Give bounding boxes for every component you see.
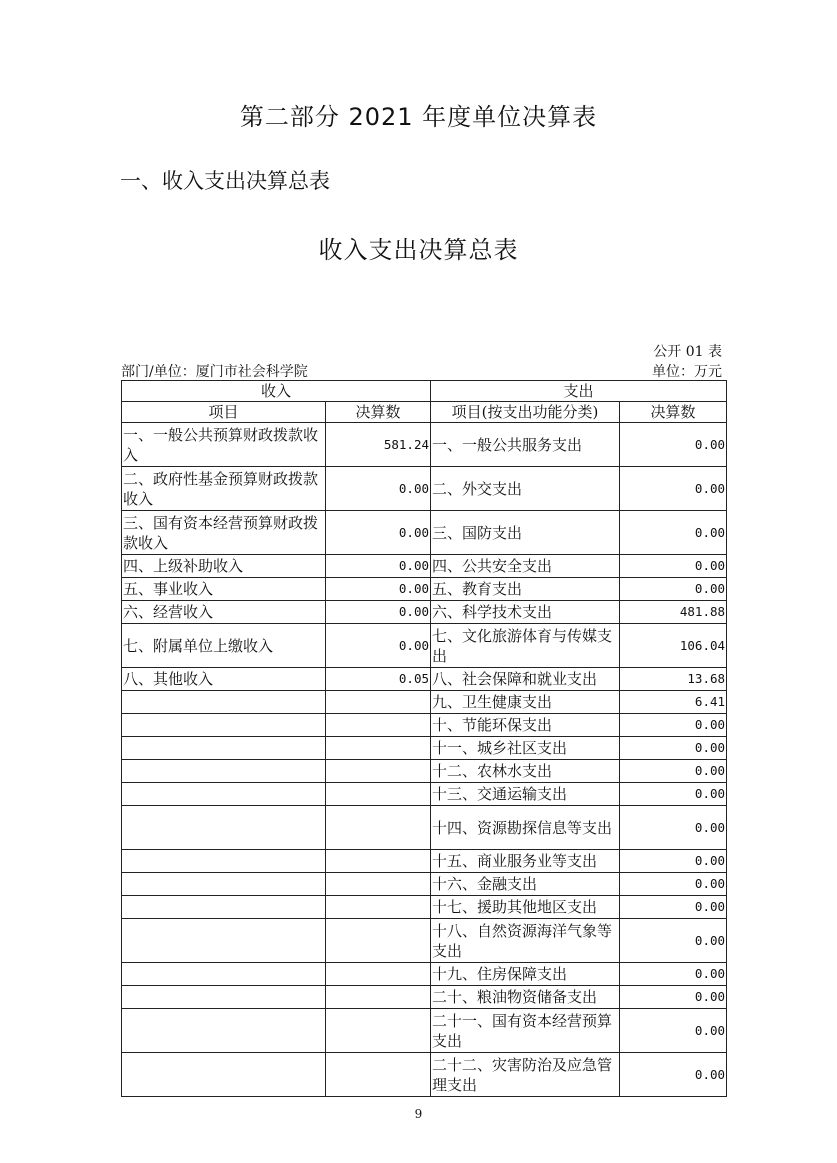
expense-item-cell: 十四、资源勘探信息等支出 bbox=[431, 806, 620, 850]
income-item-cell: 一、一般公共预算财政拨款收入 bbox=[122, 423, 326, 467]
expense-item-cell: 二十、粮油物资储备支出 bbox=[431, 986, 620, 1009]
income-amount-cell bbox=[326, 896, 431, 919]
income-amount-cell bbox=[326, 737, 431, 760]
table-row bbox=[122, 1053, 727, 1097]
expense-item-cell: 一、一般公共服务支出 bbox=[431, 423, 620, 467]
expense-item-cell: 二十一、国有资本经营预算支出 bbox=[431, 1009, 620, 1053]
table-row bbox=[122, 423, 727, 467]
department-label: 部门/单位：厦门市社会科学院 bbox=[121, 364, 308, 380]
income-item-cell bbox=[122, 1009, 326, 1053]
income-item-cell: 四、上级补助收入 bbox=[122, 555, 326, 578]
income-header: 收入 bbox=[122, 381, 431, 402]
expense-amount-cell: 0.00 bbox=[620, 1009, 727, 1053]
expense-amount-cell: 0.00 bbox=[620, 919, 727, 963]
expense-item-cell: 十二、农林水支出 bbox=[431, 760, 620, 783]
page-number: 9 bbox=[414, 1107, 423, 1121]
table-row bbox=[122, 601, 727, 624]
expense-item-cell: 十五、商业服务业等支出 bbox=[431, 850, 620, 873]
expense-amount-cell: 481.88 bbox=[620, 601, 727, 624]
expense-amount-cell: 0.00 bbox=[620, 896, 727, 919]
expense-item-cell: 十六、金融支出 bbox=[431, 873, 620, 896]
income-amount-cell: 0.00 bbox=[326, 624, 431, 668]
table-row bbox=[122, 760, 727, 783]
expense-amount-cell: 0.00 bbox=[620, 511, 727, 555]
expense-item-cell: 八、社会保障和就业支出 bbox=[431, 668, 620, 691]
expense-item-cell: 十三、交通运输支出 bbox=[431, 783, 620, 806]
part-title: 第二部分 2021 年度单位决算表 bbox=[239, 103, 598, 131]
table-row bbox=[122, 919, 727, 963]
income-amount-cell: 0.00 bbox=[326, 555, 431, 578]
income-item-cell bbox=[122, 714, 326, 737]
table-body bbox=[122, 423, 727, 1097]
income-amount-cell bbox=[326, 850, 431, 873]
income-item-cell bbox=[122, 691, 326, 714]
table-row bbox=[122, 714, 727, 737]
income-item-cell bbox=[122, 760, 326, 783]
table-row bbox=[122, 986, 727, 1009]
section-title: 一、收入支出决算总表 bbox=[120, 169, 330, 193]
table-row bbox=[122, 511, 727, 555]
income-amount-cell: 0.00 bbox=[326, 601, 431, 624]
income-amount-cell bbox=[326, 783, 431, 806]
income-item-cell: 七、附属单位上缴收入 bbox=[122, 624, 326, 668]
col-expense-item-header: 项目(按支出功能分类) bbox=[431, 402, 620, 423]
income-amount-cell bbox=[326, 714, 431, 737]
expense-amount-cell: 0.00 bbox=[620, 423, 727, 467]
col-expense-amount-header: 决算数 bbox=[620, 402, 727, 423]
expense-item-cell: 十八、自然资源海洋气象等支出 bbox=[431, 919, 620, 963]
income-item-cell bbox=[122, 1053, 326, 1097]
expense-amount-cell: 0.00 bbox=[620, 963, 727, 986]
income-expense-table bbox=[121, 380, 727, 1097]
table-row bbox=[122, 624, 727, 668]
table-row bbox=[122, 806, 727, 850]
expense-item-cell: 十一、城乡社区支出 bbox=[431, 737, 620, 760]
income-amount-cell: 0.00 bbox=[326, 578, 431, 601]
income-item-cell bbox=[122, 737, 326, 760]
income-item-cell: 三、国有资本经营预算财政拨款收入 bbox=[122, 511, 326, 555]
expense-item-cell: 二、外交支出 bbox=[431, 467, 620, 511]
expense-amount-cell: 0.00 bbox=[620, 737, 727, 760]
income-item-cell bbox=[122, 873, 326, 896]
expense-item-cell: 三、国防支出 bbox=[431, 511, 620, 555]
income-amount-cell bbox=[326, 986, 431, 1009]
income-item-cell bbox=[122, 783, 326, 806]
income-amount-cell: 0.05 bbox=[326, 668, 431, 691]
table-title: 收入支出决算总表 bbox=[318, 236, 519, 264]
table-column-header-row bbox=[122, 402, 727, 423]
expense-amount-cell: 13.68 bbox=[620, 668, 727, 691]
table-row bbox=[122, 1009, 727, 1053]
expense-amount-cell: 0.00 bbox=[620, 714, 727, 737]
table-row bbox=[122, 783, 727, 806]
table-group-header-row bbox=[122, 381, 727, 402]
income-item-cell bbox=[122, 850, 326, 873]
income-item-cell: 八、其他收入 bbox=[122, 668, 326, 691]
income-amount-cell bbox=[326, 1009, 431, 1053]
table-row bbox=[122, 691, 727, 714]
col-amount-header: 决算数 bbox=[326, 402, 431, 423]
expense-amount-cell: 0.00 bbox=[620, 578, 727, 601]
expense-item-cell: 二十二、灾害防治及应急管理支出 bbox=[431, 1053, 620, 1097]
income-item-cell bbox=[122, 963, 326, 986]
expense-item-cell: 五、教育支出 bbox=[431, 578, 620, 601]
table-row bbox=[122, 873, 727, 896]
income-item-cell: 六、经营收入 bbox=[122, 601, 326, 624]
income-item-cell: 二、政府性基金预算财政拨款收入 bbox=[122, 467, 326, 511]
income-amount-cell bbox=[326, 1053, 431, 1097]
expense-amount-cell: 0.00 bbox=[620, 467, 727, 511]
expense-item-cell: 七、文化旅游体育与传媒支出 bbox=[431, 624, 620, 668]
income-amount-cell: 0.00 bbox=[326, 467, 431, 511]
expense-item-cell: 十、节能环保支出 bbox=[431, 714, 620, 737]
table-row bbox=[122, 850, 727, 873]
expense-item-cell: 九、卫生健康支出 bbox=[431, 691, 620, 714]
income-item-cell bbox=[122, 896, 326, 919]
expense-amount-cell: 0.00 bbox=[620, 783, 727, 806]
expense-amount-cell: 0.00 bbox=[620, 806, 727, 850]
expense-amount-cell: 106.04 bbox=[620, 624, 727, 668]
income-amount-cell: 0.00 bbox=[326, 511, 431, 555]
table-row bbox=[122, 668, 727, 691]
expense-item-cell: 十九、住房保障支出 bbox=[431, 963, 620, 986]
expense-amount-cell: 6.41 bbox=[620, 691, 727, 714]
expense-amount-cell: 0.00 bbox=[620, 760, 727, 783]
income-amount-cell bbox=[326, 919, 431, 963]
income-item-cell bbox=[122, 986, 326, 1009]
table-row bbox=[122, 467, 727, 511]
income-amount-cell: 581.24 bbox=[326, 423, 431, 467]
income-item-cell bbox=[122, 919, 326, 963]
col-item-header: 项目 bbox=[122, 402, 326, 423]
income-amount-cell bbox=[326, 873, 431, 896]
expense-header: 支出 bbox=[431, 381, 727, 402]
expense-amount-cell: 0.00 bbox=[620, 873, 727, 896]
table-row bbox=[122, 578, 727, 601]
expense-item-cell: 四、公共安全支出 bbox=[431, 555, 620, 578]
income-amount-cell bbox=[326, 806, 431, 850]
expense-amount-cell: 0.00 bbox=[620, 1053, 727, 1097]
form-code: 公开 01 表 bbox=[653, 344, 722, 360]
income-amount-cell bbox=[326, 963, 431, 986]
table-row bbox=[122, 963, 727, 986]
unit-label: 单位：万元 bbox=[652, 364, 722, 380]
table-row bbox=[122, 555, 727, 578]
table-row bbox=[122, 896, 727, 919]
table-row bbox=[122, 737, 727, 760]
expense-amount-cell: 0.00 bbox=[620, 986, 727, 1009]
expense-item-cell: 六、科学技术支出 bbox=[431, 601, 620, 624]
expense-amount-cell: 0.00 bbox=[620, 555, 727, 578]
income-amount-cell bbox=[326, 691, 431, 714]
income-amount-cell bbox=[326, 760, 431, 783]
expense-amount-cell: 0.00 bbox=[620, 850, 727, 873]
income-item-cell bbox=[122, 806, 326, 850]
expense-item-cell: 十七、援助其他地区支出 bbox=[431, 896, 620, 919]
income-item-cell: 五、事业收入 bbox=[122, 578, 326, 601]
